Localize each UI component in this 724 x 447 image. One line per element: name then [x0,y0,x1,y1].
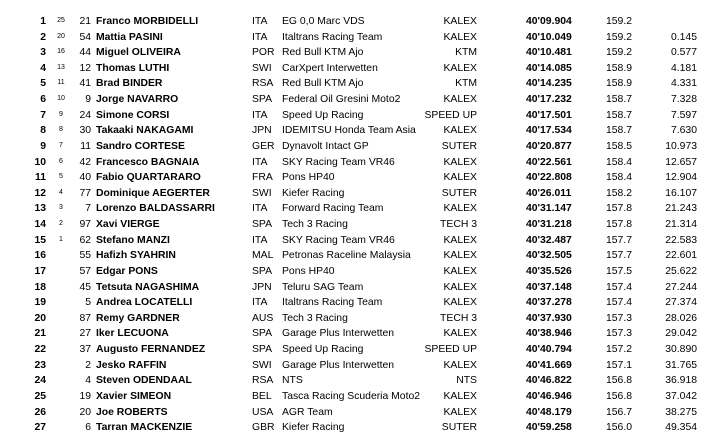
rider-number-cell: 5 [85,297,91,309]
motorcycle-cell: SPEED UP [424,344,477,356]
rider-number-cell: 11 [80,140,91,152]
rider-number-cell: 44 [79,47,91,59]
motorcycle-cell: SPEED UP [424,109,477,121]
team-cell: Tasca Racing Scuderia Moto2 [282,390,421,402]
nation-cell: ITA [252,203,268,215]
points-cell: 13 [57,63,65,71]
rider-number-cell: 7 [85,203,91,215]
rider-number-cell: 24 [79,109,91,121]
table-row [0,45,724,61]
rider-number-cell: 77 [79,187,91,199]
race-time-cell: 40'26.011 [526,187,572,199]
position-cell: 16 [34,250,46,262]
gap-cell: 27.244 [665,281,697,293]
race-time-cell: 40'14.235 [526,78,572,90]
motorcycle-cell: KALEX [443,297,477,309]
rider-number-cell: 54 [79,31,91,43]
speed-cell: 157.5 [606,265,633,277]
motorcycle-cell: KALEX [443,265,477,277]
nation-cell: JPN [252,281,272,293]
race-time-cell: 40'14.085 [526,62,572,74]
rider-name-cell: Stefano MANZI [96,234,170,246]
race-time-cell: 40'32.487 [526,234,572,246]
speed-cell: 158.9 [606,78,633,90]
race-time-cell: 40'17.232 [526,94,572,106]
team-cell: Kiefer Racing [282,422,345,434]
gap-cell: 7.630 [670,125,697,137]
rider-name-cell: Franco MORBIDELLI [96,16,199,27]
race-time-cell: 40'46.822 [526,375,572,387]
motorcycle-cell: KALEX [443,281,477,293]
rider-number-cell: 62 [79,234,91,246]
position-cell: 25 [34,390,46,402]
nation-cell: ITA [252,109,268,121]
nation-cell: MAL [252,250,274,262]
position-cell: 23 [34,359,46,371]
speed-cell: 157.7 [606,250,633,262]
speed-cell: 158.7 [606,109,633,121]
race-time-cell: 40'59.258 [526,422,572,434]
rider-number-cell: 21 [79,16,91,27]
position-cell: 9 [40,140,46,152]
rider-number-cell: 87 [79,312,91,324]
gap-cell: 12.657 [665,156,697,168]
nation-cell: SWI [252,359,272,371]
position-cell: 10 [34,156,46,168]
race-time-cell: 40'10.049 [526,31,572,43]
speed-cell: 159.2 [606,47,633,59]
position-cell: 24 [34,375,46,387]
points-cell: 16 [57,48,65,56]
table-row [0,201,724,217]
speed-cell: 158.7 [606,94,633,106]
rider-name-cell: Steven ODENDAAL [96,375,192,387]
motorcycle-cell: KALEX [443,406,477,418]
motorcycle-cell: SUTER [441,422,477,434]
motorcycle-cell: KALEX [443,16,477,27]
motorcycle-cell: KALEX [443,62,477,74]
team-cell: Italtrans Racing Team [282,31,383,43]
table-row [0,233,724,249]
rider-name-cell: Tetsuta NAGASHIMA [96,281,200,293]
gap-cell: 22.583 [665,234,697,246]
speed-cell: 157.8 [606,203,633,215]
rider-name-cell: Augusto FERNANDEZ [96,344,206,356]
position-cell: 4 [40,62,46,74]
team-cell: Pons HP40 [282,265,335,277]
points-cell: 5 [59,173,63,181]
table-row [0,123,724,139]
nation-cell: POR [252,47,275,59]
rider-name-cell: Miguel OLIVEIRA [96,47,181,59]
gap-cell: 37.042 [665,390,697,402]
race-time-cell: 40'35.526 [526,265,572,277]
position-cell: 1 [40,16,46,27]
nation-cell: USA [252,406,274,418]
motorcycle-cell: KALEX [443,125,477,137]
team-cell: EG 0,0 Marc VDS [282,16,365,27]
gap-cell: 7.597 [670,109,697,121]
gap-cell: 10.973 [665,140,697,152]
nation-cell: GBR [252,422,275,434]
rider-name-cell: Simone CORSI [96,109,170,121]
team-cell: IDEMITSU Honda Team Asia [282,125,416,137]
rider-name-cell: Brad BINDER [96,78,163,90]
race-time-cell: 40'48.179 [526,406,572,418]
table-row [0,311,724,327]
speed-cell: 157.1 [606,359,633,371]
gap-cell: 25.622 [665,265,697,277]
rider-name-cell: Xavi VIERGE [96,219,160,231]
team-cell: Federal Oil Gresini Moto2 [282,94,401,106]
team-cell: Red Bull KTM Ajo [282,47,364,59]
gap-cell: 16.107 [665,187,697,199]
team-cell: Speed Up Racing [282,344,364,356]
race-time-cell: 40'22.561 [526,156,572,168]
team-cell: Forward Racing Team [282,203,384,215]
position-cell: 22 [34,344,46,356]
table-row [0,217,724,233]
nation-cell: RSA [252,78,274,90]
motorcycle-cell: TECH 3 [440,219,477,231]
team-cell: Italtrans Racing Team [282,297,383,309]
rider-name-cell: Andrea LOCATELLI [96,297,193,309]
rider-name-cell: Dominique AEGERTER [96,187,210,199]
rider-number-cell: 12 [79,62,91,74]
rider-number-cell: 30 [79,125,91,137]
position-cell: 26 [34,406,46,418]
table-row [0,248,724,264]
race-time-cell: 40'22.808 [526,172,572,184]
rider-number-cell: 19 [79,390,91,402]
speed-cell: 156.8 [606,390,633,402]
team-cell: Garage Plus Interwetten [282,359,395,371]
rider-name-cell: Thomas LUTHI [96,62,170,74]
nation-cell: ITA [252,31,268,43]
position-cell: 8 [40,125,46,137]
rider-number-cell: 37 [79,344,91,356]
nation-cell: JPN [252,125,272,137]
motorcycle-cell: KALEX [443,234,477,246]
motorcycle-cell: KALEX [443,156,477,168]
table-row [0,186,724,202]
speed-cell: 158.5 [606,140,633,152]
motorcycle-cell: NTS [456,375,477,387]
gap-cell: 36.918 [665,375,697,387]
rider-number-cell: 27 [79,328,91,340]
nation-cell: SPA [252,344,273,356]
gap-cell: 0.145 [670,31,697,43]
nation-cell: SPA [252,265,273,277]
race-time-cell: 40'17.501 [526,109,572,121]
points-cell: 8 [59,126,63,134]
speed-cell: 157.3 [606,312,633,324]
rider-name-cell: Joe ROBERTS [96,406,168,418]
points-cell: 7 [59,141,63,149]
motorcycle-cell: KALEX [443,31,477,43]
team-cell: Red Bull KTM Ajo [282,78,364,90]
motorcycle-cell: KALEX [443,172,477,184]
race-time-cell: 40'31.147 [526,203,572,215]
team-cell: Tech 3 Racing [282,312,348,324]
position-cell: 7 [40,109,46,121]
rider-number-cell: 55 [79,250,91,262]
rider-number-cell: 2 [85,359,91,371]
table-row [0,295,724,311]
speed-cell: 157.3 [606,328,633,340]
table-row [0,373,724,389]
position-cell: 11 [35,172,46,184]
position-cell: 5 [40,78,46,90]
speed-cell: 159.2 [606,31,633,43]
team-cell: AGR Team [282,406,333,418]
table-row [0,342,724,358]
nation-cell: ITA [252,234,268,246]
team-cell: SKY Racing Team VR46 [282,156,395,168]
race-time-cell: 40'46.946 [526,390,572,402]
points-cell: 10 [57,95,65,103]
gap-cell: 31.765 [665,359,697,371]
nation-cell: FRA [252,172,273,184]
speed-cell: 157.2 [606,344,633,356]
race-time-cell: 40'41.669 [526,359,572,371]
points-cell: 6 [59,157,63,165]
speed-cell: 157.7 [606,234,633,246]
speed-cell: 158.2 [606,187,633,199]
team-cell: Pons HP40 [282,172,335,184]
race-time-cell: 40'38.946 [526,328,572,340]
position-cell: 15 [34,234,46,246]
points-cell: 1 [59,235,63,243]
rider-name-cell: Tarran MACKENZIE [96,422,193,434]
gap-cell: 29.042 [665,328,697,340]
rider-number-cell: 57 [79,265,91,277]
position-cell: 20 [34,312,46,324]
rider-number-cell: 20 [79,406,91,418]
rider-name-cell: Jorge NAVARRO [96,94,179,106]
nation-cell: AUS [252,312,274,324]
motorcycle-cell: SUTER [441,187,477,199]
position-cell: 18 [34,281,46,293]
gap-cell: 28.026 [665,312,697,324]
speed-cell: 156.8 [606,375,633,387]
race-time-cell: 40'37.148 [526,281,572,293]
team-cell: NTS [282,375,303,387]
nation-cell: SWI [252,187,272,199]
table-row [0,139,724,155]
table-row [0,389,724,405]
points-cell: 3 [59,204,63,212]
table-row [0,264,724,280]
team-cell: Garage Plus Interwetten [282,328,395,340]
position-cell: 3 [40,47,46,59]
position-cell: 21 [34,328,46,340]
nation-cell: GER [252,140,275,152]
motorcycle-cell: KALEX [443,359,477,371]
position-cell: 27 [34,422,46,434]
table-row [0,92,724,108]
gap-cell: 22.601 [665,250,697,262]
table-row [0,155,724,171]
team-cell: Speed Up Racing [282,109,364,121]
race-time-cell: 40'37.278 [526,297,572,309]
rider-name-cell: Takaaki NAKAGAMI [96,125,194,137]
gap-cell: 49.354 [665,422,697,434]
team-cell: Teluru SAG Team [282,281,364,293]
race-time-cell: 40'32.505 [526,250,572,262]
race-time-cell: 40'40.794 [526,344,572,356]
speed-cell: 159.2 [606,16,633,27]
points-cell: 20 [57,32,65,40]
speed-cell: 158.9 [606,62,633,74]
rider-name-cell: Lorenzo BALDASSARRI [96,203,215,215]
speed-cell: 157.4 [606,297,633,309]
rider-number-cell: 97 [79,219,91,231]
gap-cell: 38.275 [665,406,697,418]
speed-cell: 158.4 [606,156,633,168]
table-row [0,108,724,124]
race-time-cell: 40'20.877 [526,140,572,152]
team-cell: CarXpert Interwetten [282,62,378,74]
nation-cell: SPA [252,219,273,231]
table-row [0,358,724,374]
points-cell: 4 [59,188,63,196]
gap-cell: 30.890 [665,344,697,356]
table-row [0,326,724,342]
table-row [0,14,724,30]
team-cell: Kiefer Racing [282,187,345,199]
position-cell: 12 [34,187,46,199]
position-cell: 19 [34,297,46,309]
nation-cell: ITA [252,156,268,168]
nation-cell: BEL [252,390,272,402]
motorcycle-cell: KTM [455,78,477,90]
rider-number-cell: 41 [79,78,91,90]
rider-name-cell: Mattia PASINI [96,31,163,43]
motorcycle-cell: KALEX [443,390,477,402]
motorcycle-cell: KTM [455,47,477,59]
position-cell: 17 [34,265,46,277]
position-cell: 6 [40,94,46,106]
rider-name-cell: Hafizh SYAHRIN [96,250,176,262]
gap-cell: 7.328 [670,94,697,106]
rider-number-cell: 45 [79,281,91,293]
gap-cell: 27.374 [665,297,697,309]
nation-cell: ITA [252,16,268,27]
motorcycle-cell: KALEX [443,328,477,340]
race-time-cell: 40'31.218 [526,219,572,231]
nation-cell: ITA [252,297,268,309]
rider-name-cell: Fabio QUARTARARO [96,172,201,184]
table-row [0,170,724,186]
table-row [0,280,724,296]
table-row [0,30,724,46]
position-cell: 13 [34,203,46,215]
motorcycle-cell: KALEX [443,203,477,215]
rider-name-cell: Xavier SIMEON [96,390,172,402]
gap-cell: 0.577 [670,47,697,59]
speed-cell: 156.7 [606,406,633,418]
points-cell: 11 [57,79,65,87]
position-cell: 14 [34,219,46,231]
rider-name-cell: Iker LECUONA [96,328,169,340]
table-row [0,61,724,77]
team-cell: Dynavolt Intact GP [282,140,369,152]
nation-cell: SPA [252,94,273,106]
motorcycle-cell: KALEX [443,250,477,262]
race-time-cell: 40'10.481 [526,47,572,59]
speed-cell: 156.0 [606,422,633,434]
rider-name-cell: Jesko RAFFIN [96,359,167,371]
rider-name-cell: Francesco BAGNAIA [96,156,200,168]
motorcycle-cell: TECH 3 [440,312,477,324]
gap-cell: 12.904 [665,172,697,184]
table-row [0,76,724,92]
rider-number-cell: 40 [79,172,91,184]
rider-name-cell: Sandro CORTESE [96,140,185,152]
speed-cell: 158.4 [606,172,633,184]
points-cell: 2 [59,220,63,228]
position-cell: 2 [40,31,46,43]
speed-cell: 157.4 [606,281,633,293]
nation-cell: SWI [252,62,272,74]
rider-number-cell: 9 [85,94,91,106]
team-cell: Tech 3 Racing [282,219,348,231]
rider-number-cell: 4 [85,375,91,387]
rider-number-cell: 42 [79,156,91,168]
table-row [0,405,724,421]
team-cell: SKY Racing Team VR46 [282,234,395,246]
rider-name-cell: Edgar PONS [96,265,158,277]
gap-cell: 21.314 [665,219,697,231]
race-time-cell: 40'17.534 [526,125,572,137]
rider-name-cell: Remy GARDNER [96,312,180,324]
table-row [0,420,724,436]
gap-cell: 4.181 [670,62,697,74]
gap-cell: 4.331 [670,78,697,90]
team-cell: Petronas Raceline Malaysia [282,250,411,262]
nation-cell: RSA [252,375,274,387]
motorcycle-cell: KALEX [443,94,477,106]
motorcycle-cell: SUTER [441,140,477,152]
race-time-cell: 40'37.930 [526,312,572,324]
nation-cell: SPA [252,328,273,340]
speed-cell: 158.7 [606,125,633,137]
rider-number-cell: 6 [85,422,91,434]
speed-cell: 157.8 [606,219,633,231]
points-cell: 25 [57,17,65,24]
gap-cell: 21.243 [665,203,697,215]
race-time-cell: 40'09.904 [526,16,572,27]
points-cell: 9 [59,110,63,118]
